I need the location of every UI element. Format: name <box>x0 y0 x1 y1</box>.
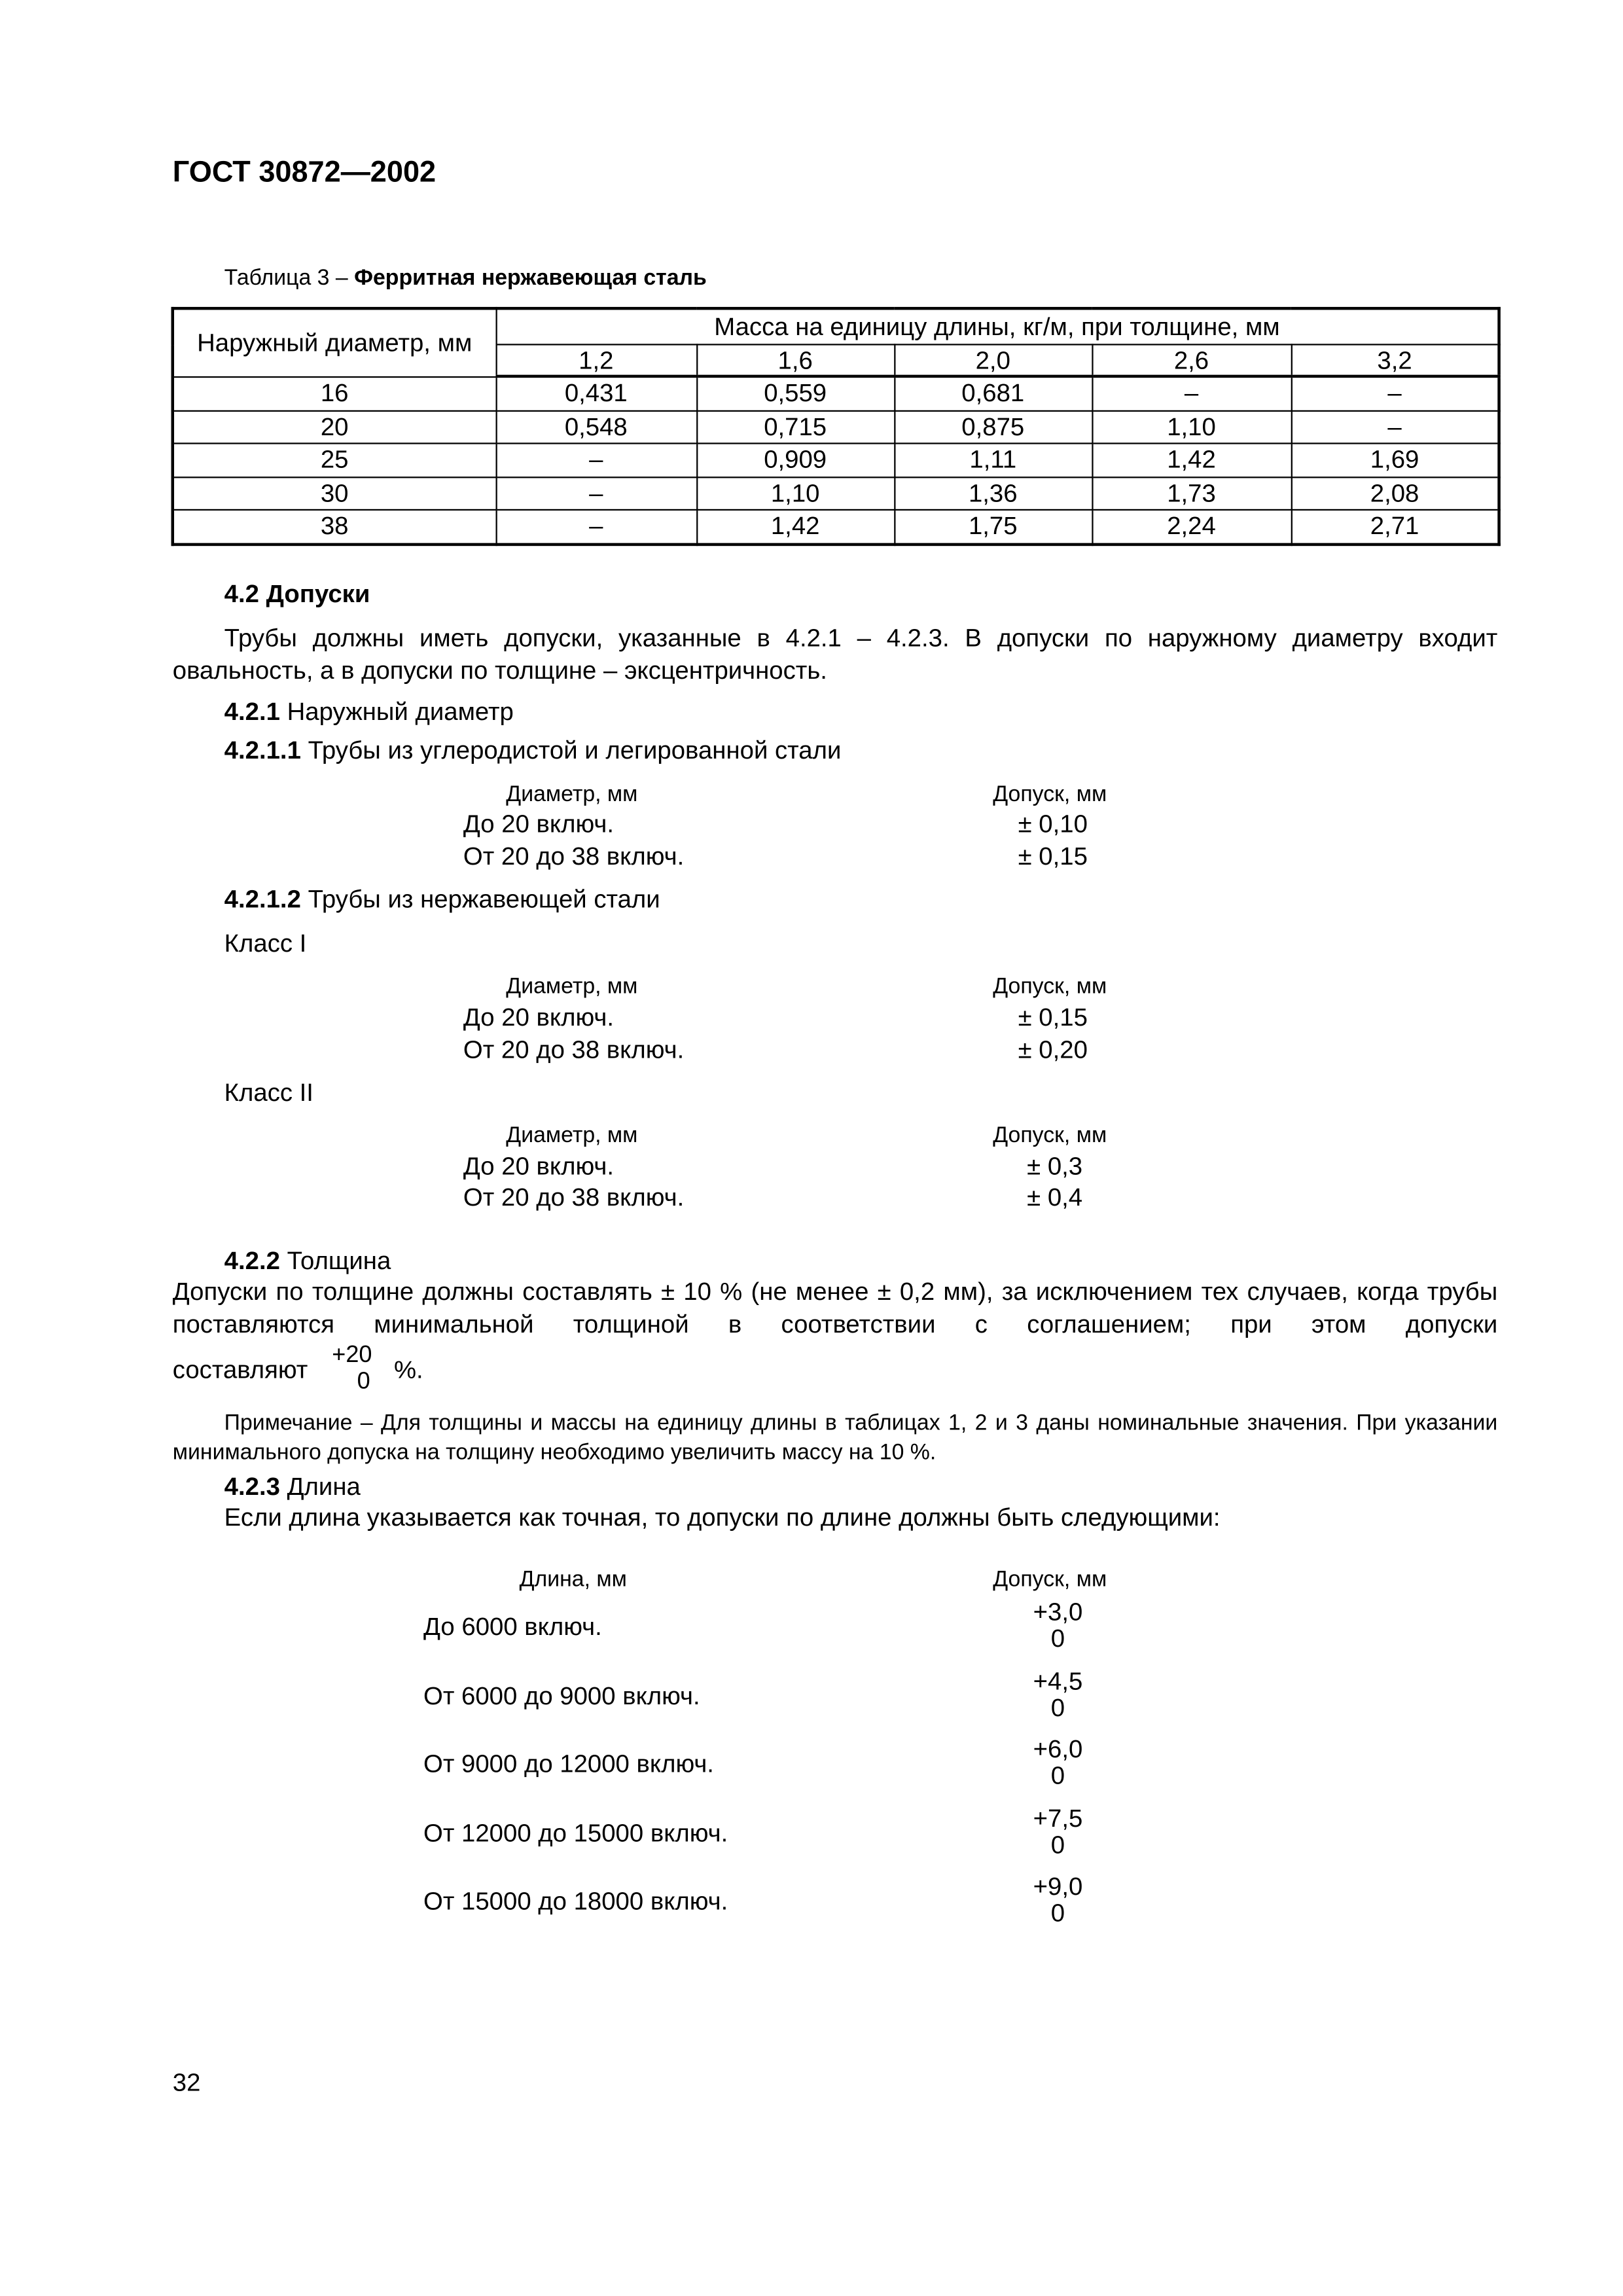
tolerance-percent: %. <box>393 1355 423 1384</box>
mass-cell: 0,715 <box>696 410 894 444</box>
mass-cell: 1,73 <box>1092 476 1291 510</box>
diameter-value: До 20 включ. <box>463 1152 615 1181</box>
tolerance-value: ± 0,3 <box>1027 1152 1083 1181</box>
col-diameter-label: Диаметр, мм <box>506 973 638 999</box>
col-diameter-label: Диаметр, мм <box>506 1122 638 1149</box>
length-range: От 9000 до 12000 включ. <box>423 1749 714 1778</box>
mass-cell: 0,548 <box>496 410 697 444</box>
section-4-2-text: Трубы должны иметь допуски, указанные в 4.2.1 – 4.2.3. В допуски по наружному диаметру входит овальность, а в допуски по толщине – эксцентричность. <box>172 624 1498 685</box>
mass-cell: 1,42 <box>696 510 894 544</box>
section-title: Допуски <box>266 580 370 608</box>
length-tolerance <box>1028 1737 1087 1790</box>
table-row <box>173 510 1499 544</box>
length-tolerance <box>1028 1600 1087 1653</box>
mass-cell: 1,69 <box>1291 443 1499 476</box>
section-number: 4.2.1.2 <box>224 885 301 914</box>
mass-cell: 2,08 <box>1291 476 1499 510</box>
class-1-label: Класс I <box>224 929 307 958</box>
diameter-value: До 20 включ. <box>463 810 615 838</box>
header-diameter: Наружный диаметр, мм <box>173 308 496 376</box>
section-number: 4.2 <box>224 580 259 608</box>
mass-cell: 1,11 <box>894 443 1092 476</box>
mass-cell: – <box>496 510 697 544</box>
mass-cell: 0,909 <box>696 443 894 476</box>
section-4-2-2-heading <box>224 1248 391 1273</box>
tolerance-value: ± 0,15 <box>1018 842 1088 871</box>
col-diameter-label: Диаметр, мм <box>506 781 638 808</box>
mass-cell: 0,559 <box>696 376 894 410</box>
mass-cell: 1,75 <box>894 510 1092 544</box>
length-tolerance <box>1028 1668 1087 1721</box>
length-tolerance <box>1028 1805 1087 1858</box>
thickness-header: 3,2 <box>1291 344 1499 376</box>
mass-cell: 0,681 <box>894 376 1092 410</box>
section-number: 4.2.3 <box>224 1472 280 1501</box>
diameter-cell: 30 <box>173 476 496 510</box>
diameter-value: От 20 до 38 включ. <box>463 842 685 871</box>
section-number: 4.2.1.1 <box>224 736 301 764</box>
tolerance-upper: +9,0 <box>1033 1872 1083 1901</box>
note: Примечание – Для толщины и массы на единицу длины в таблицах 1, 2 и 3 даны номинальные значения. При указании минимального допуска на толщину необходимо увеличить массу на 10 %. <box>172 1410 1498 1465</box>
tolerance-lower: 0 <box>1050 1761 1065 1790</box>
mass-cell: 1,10 <box>696 476 894 510</box>
tolerance-value: ± 0,15 <box>1018 1003 1088 1031</box>
mass-cell: 2,71 <box>1291 510 1499 544</box>
tolerance-upper: +4,5 <box>1033 1666 1083 1695</box>
thickness-header: 2,0 <box>894 344 1092 376</box>
tolerance-upper: +7,5 <box>1033 1804 1083 1832</box>
table-row <box>173 376 1499 410</box>
caption-prefix: Таблица 3 – <box>224 265 355 291</box>
table-row <box>173 476 1499 510</box>
col-tolerance-label: Допуск, мм <box>993 973 1107 999</box>
diameter-value: От 20 до 38 включ. <box>463 1183 685 1211</box>
diameter-cell: 16 <box>173 376 496 410</box>
mass-cell: 0,875 <box>894 410 1092 444</box>
section-number: 4.2.1 <box>224 698 280 726</box>
tolerance-upper: +3,0 <box>1033 1598 1083 1626</box>
header-mass: Масса на единицу длины, кг/м, при толщине, мм <box>496 308 1499 344</box>
section-4-2-heading <box>224 581 370 606</box>
section-title: Толщина <box>287 1247 391 1275</box>
tolerance-lower: 0 <box>1050 1899 1065 1928</box>
mass-cell: 1,36 <box>894 476 1092 510</box>
diameter-cell: 20 <box>173 410 496 444</box>
col-tolerance-label: Допуск, мм <box>993 781 1107 808</box>
section-title: Трубы из углеродистой и легированной стали <box>308 736 842 764</box>
thickness-header: 1,2 <box>496 344 697 376</box>
table-row <box>173 410 1499 444</box>
length-range: До 6000 включ. <box>423 1613 602 1641</box>
tolerance-value: ± 0,10 <box>1018 810 1088 838</box>
section-title: Длина <box>287 1472 361 1501</box>
col-length-label: Длина, мм <box>519 1567 627 1592</box>
section-title: Трубы из нержавеющей стали <box>308 885 660 914</box>
mass-cell: 1,10 <box>1092 410 1291 444</box>
page-number: 32 <box>172 2068 201 2097</box>
tolerance-sup: +20 <box>332 1342 372 1368</box>
section-4-2-3-text: Если длина указывается как точная, то допуски по длине должны быть следующими: <box>224 1503 1221 1532</box>
tolerance-lower: 0 <box>1050 1830 1065 1859</box>
mass-cell: 1,42 <box>1092 443 1291 476</box>
mass-cell: 0,431 <box>496 376 697 410</box>
diameter-value: До 20 включ. <box>463 1003 615 1031</box>
document-number: ГОСТ 30872—2002 <box>172 156 437 189</box>
col-tolerance-label: Допуск, мм <box>993 1567 1107 1592</box>
table-caption <box>224 267 707 289</box>
length-range: От 15000 до 18000 включ. <box>423 1887 728 1916</box>
diameter-value: От 20 до 38 включ. <box>463 1035 685 1064</box>
mass-cell: – <box>496 443 697 476</box>
mass-table <box>171 307 1501 545</box>
mass-cell: – <box>1092 376 1291 410</box>
length-tolerance <box>1028 1874 1087 1927</box>
mass-cell: – <box>1291 376 1499 410</box>
tolerance-value: ± 0,4 <box>1027 1183 1083 1211</box>
mass-cell: 2,24 <box>1092 510 1291 544</box>
length-range: От 12000 до 15000 включ. <box>423 1818 728 1847</box>
section-4-2-2-text: Допуски по толщине должны составлять ± 10 % (не менее ± 0,2 мм), за исключением тех случаев, когда трубы поставляются минимальной толщиной в соответствии с соглашением; при этом допуски <box>172 1278 1498 1338</box>
tolerance-value: ± 0,20 <box>1018 1035 1088 1064</box>
class-2-label: Класс II <box>224 1079 313 1107</box>
tolerance-sub: 0 <box>357 1369 370 1395</box>
section-title: Наружный диаметр <box>287 698 514 726</box>
section-4-2-3-heading <box>224 1474 361 1499</box>
mass-cell: – <box>496 476 697 510</box>
mass-cell: – <box>1291 410 1499 444</box>
thickness-header: 2,6 <box>1092 344 1291 376</box>
tolerance-tail-word: составляют <box>172 1355 308 1384</box>
caption-title: Ферритная нержавеющая сталь <box>354 265 707 291</box>
tolerance-upper: +6,0 <box>1033 1735 1083 1764</box>
col-tolerance-label: Допуск, мм <box>993 1122 1107 1149</box>
diameter-cell: 25 <box>173 443 496 476</box>
diameter-cell: 38 <box>173 510 496 544</box>
section-number: 4.2.2 <box>224 1247 280 1275</box>
length-range: От 6000 до 9000 включ. <box>423 1681 700 1710</box>
table-row <box>173 443 1499 476</box>
section-4-2-1-2-heading <box>224 887 660 912</box>
section-4-2-1-1-heading <box>224 738 842 762</box>
thickness-header: 1,6 <box>696 344 894 376</box>
tolerance-lower: 0 <box>1050 1693 1065 1721</box>
tolerance-lower: 0 <box>1050 1624 1065 1653</box>
section-4-2-1-heading <box>224 700 514 725</box>
